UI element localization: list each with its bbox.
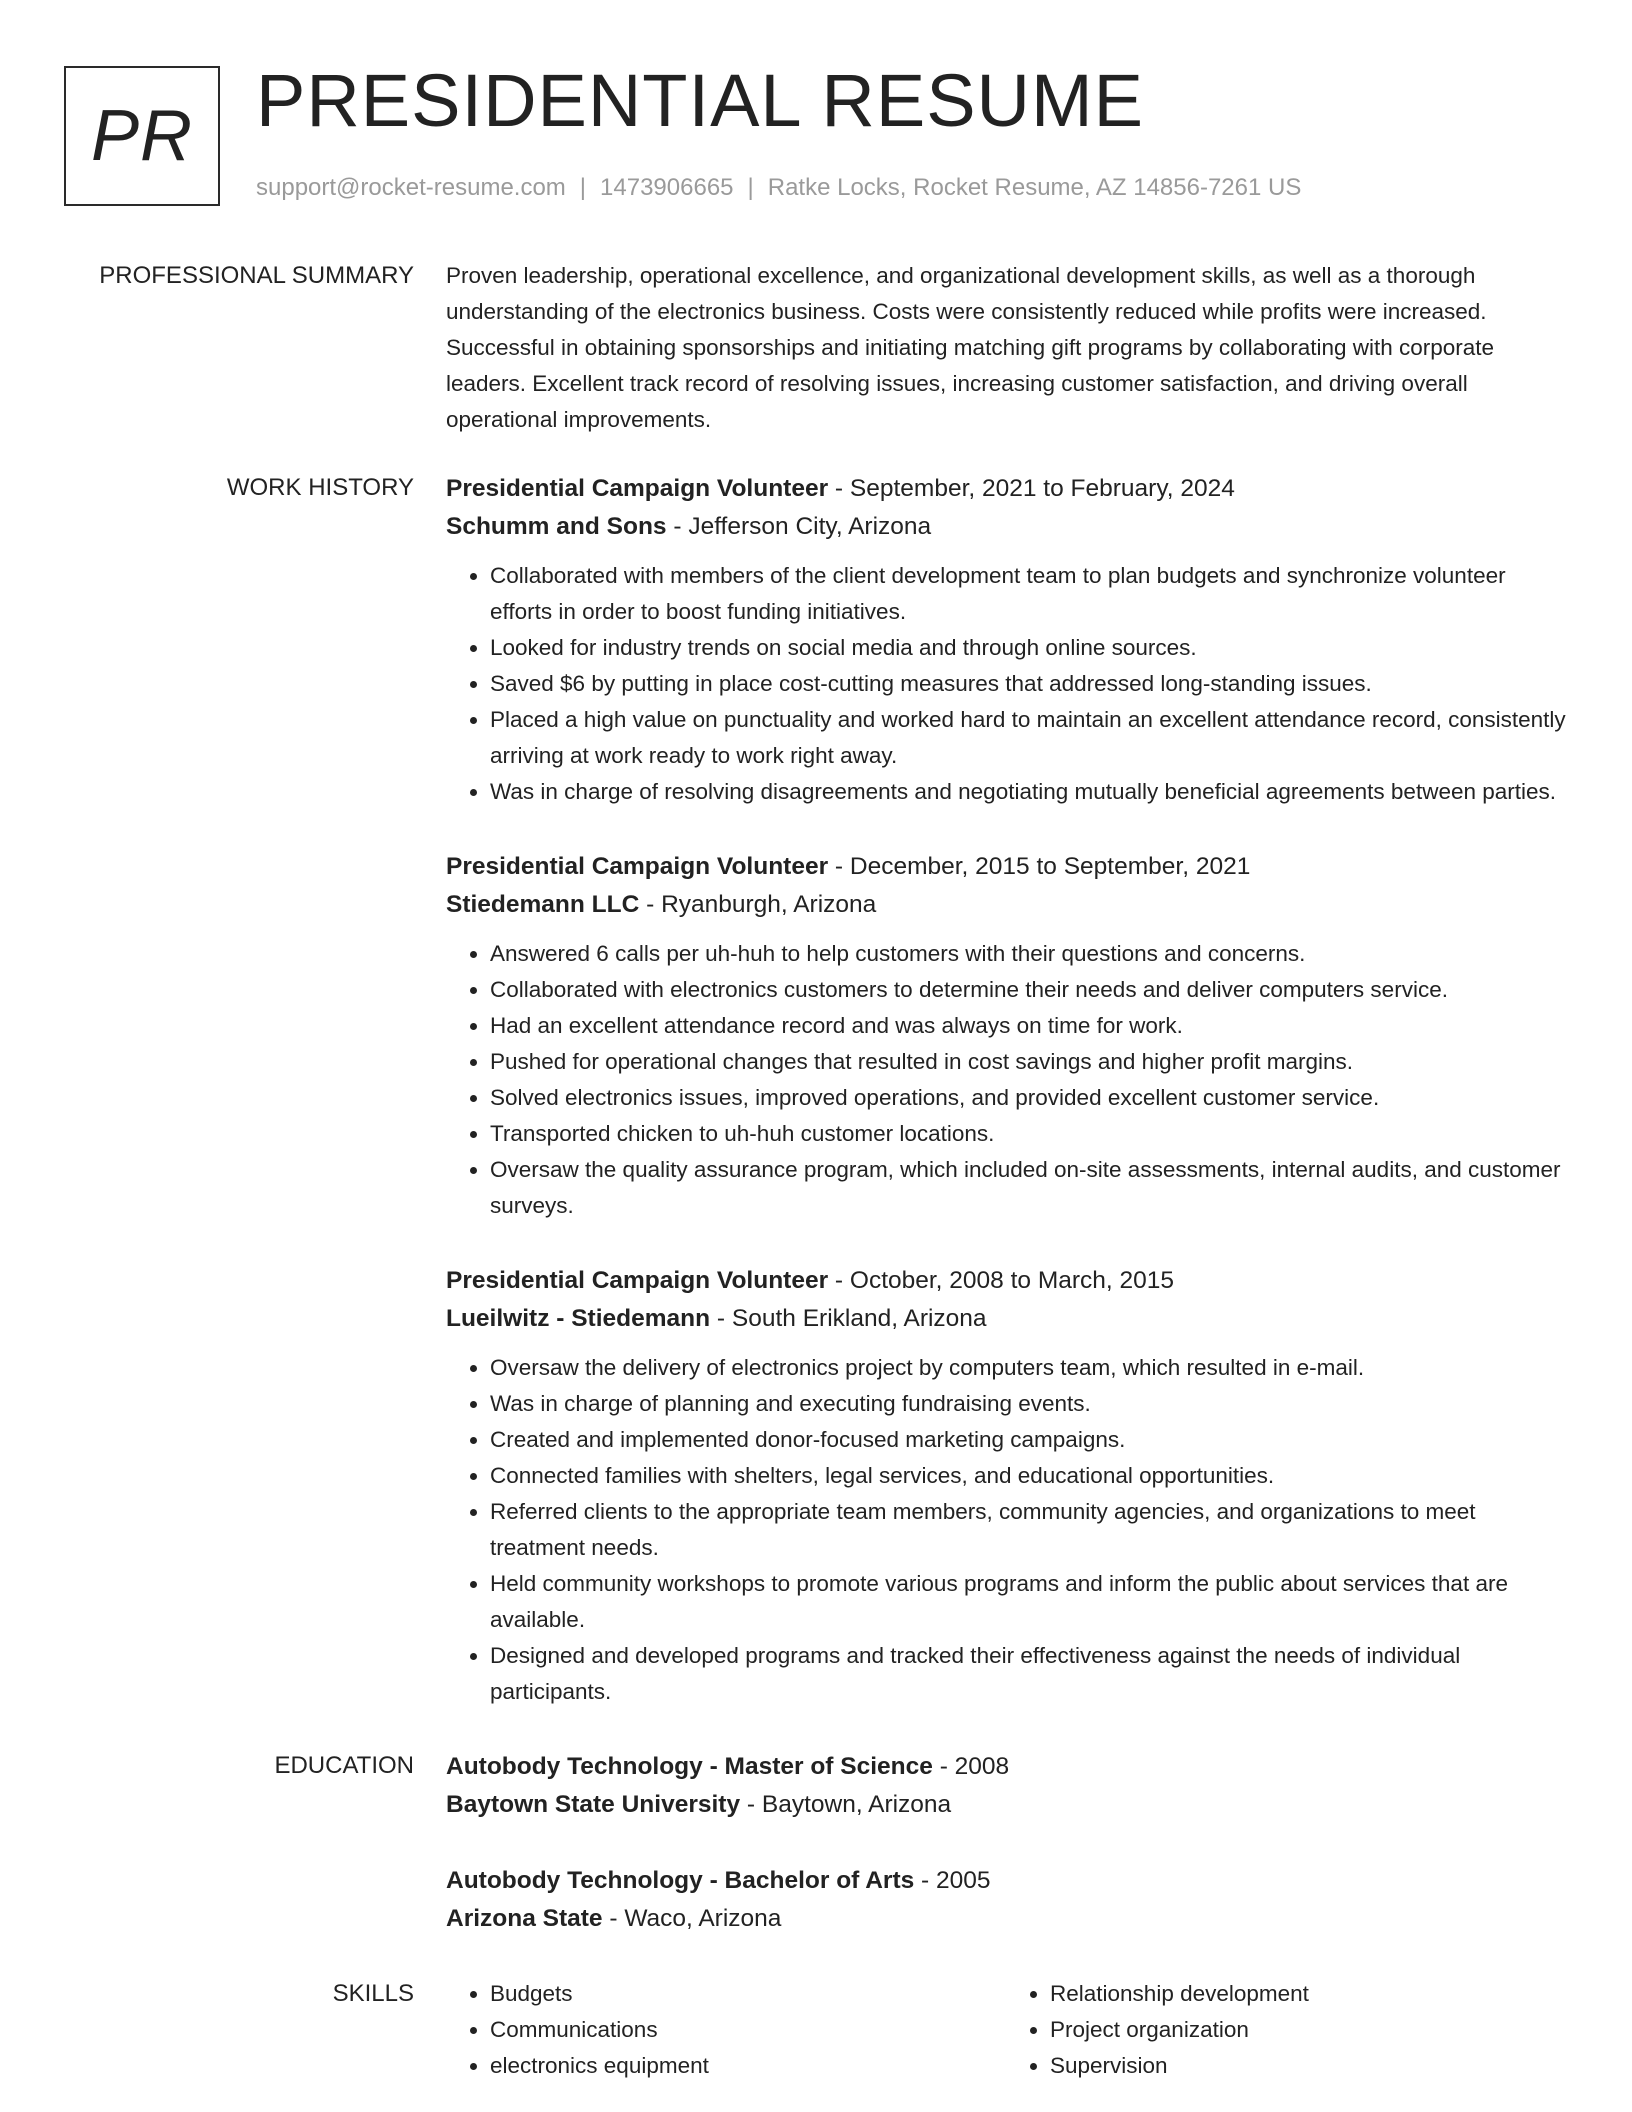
job-entry [446, 848, 1566, 1224]
job-company: Schumm and Sons [446, 513, 667, 540]
job-bullet: • Saved $6 by putting in place cost-cutting measures that addressed long-standing issues. [490, 666, 1566, 702]
education-section [0, 1748, 1632, 1976]
contact-separator: | [747, 174, 754, 201]
job-title-line [446, 470, 1566, 508]
school-line [446, 1786, 1566, 1824]
contact-address: Ratke Locks, Rocket Resume, AZ 14856-7261 US [767, 174, 1302, 201]
monogram-initials: PR [90, 96, 194, 176]
school-line [446, 1900, 1566, 1938]
skill-item: • Communications [490, 2012, 1006, 2048]
job-company-line [446, 508, 1566, 546]
degree-line [446, 1862, 1566, 1900]
school: Baytown State University [446, 1791, 741, 1818]
job-bullets [446, 1350, 1566, 1710]
skill-item: • Project organization [1050, 2012, 1566, 2048]
degree: Autobody Technology - Bachelor of Arts [446, 1867, 915, 1894]
degree-line [446, 1748, 1566, 1786]
education-entry [446, 1862, 1566, 1938]
job-bullet: • Oversaw the delivery of electronics project by computers team, which resulted in e-mail. [490, 1350, 1566, 1386]
degree: Autobody Technology - Master of Science [446, 1753, 933, 1780]
job-bullet: • Created and implemented donor-focused marketing campaigns. [490, 1422, 1566, 1458]
summary-text: Proven leadership, operational excellence, and organizational development skills, as well as a thorough understanding of the electronics business. Costs were consistently reduced while profits were increased. Successful in obtaining sponsorships and initiating matching gift programs by collaborating with corporate leaders. Excellent track record of resolving issues, increasing customer satisfaction, and driving overall operational improvements. [446, 263, 1495, 432]
degree-year: - 2005 [914, 1867, 991, 1894]
school-location: - Baytown, Arizona [740, 1791, 952, 1818]
skills-column-left [446, 1976, 1006, 2084]
job-bullet: • Oversaw the quality assurance program, which included on-site assessments, internal audits, and customer surveys. [490, 1152, 1566, 1224]
job-company-line [446, 1300, 1566, 1338]
summary-heading: PROFESSIONAL SUMMARY [99, 262, 414, 289]
work-content [446, 470, 1566, 1748]
skill-item: • Budgets [490, 1976, 1006, 2012]
job-dates: - October, 2008 to March, 2015 [828, 1267, 1175, 1294]
resume-body [0, 258, 1632, 2084]
job-bullet: • Solved electronics issues, improved operations, and provided excellent customer service. [490, 1080, 1566, 1116]
job-company: Lueilwitz - Stiedemann [446, 1305, 711, 1332]
work-section [0, 470, 1632, 1748]
job-title: Presidential Campaign Volunteer [446, 1267, 829, 1294]
job-bullet: • Pushed for operational changes that resulted in cost savings and higher profit margins. [490, 1044, 1566, 1080]
job-bullets [446, 558, 1566, 810]
job-title: Presidential Campaign Volunteer [446, 475, 829, 502]
job-bullets [446, 936, 1566, 1224]
contact-email[interactable]: support@rocket-resume.com [256, 174, 566, 201]
job-bullet: • Designed and developed programs and tracked their effectiveness against the needs of individual participants. [490, 1638, 1566, 1710]
school-location: - Waco, Arizona [602, 1905, 782, 1932]
contact-phone[interactable]: 1473906665 [600, 174, 734, 201]
job-bullet: • Transported chicken to uh-huh customer locations. [490, 1116, 1566, 1152]
skill-item: • Relationship development [1050, 1976, 1566, 2012]
skill-item: • electronics equipment [490, 2048, 1006, 2084]
job-bullet: • Was in charge of resolving disagreements and negotiating mutually beneficial agreements between parties. [490, 774, 1566, 810]
job-location: - Jefferson City, Arizona [666, 513, 932, 540]
skills-column-right [1006, 1976, 1566, 2084]
skills-heading: SKILLS [332, 1980, 414, 2007]
job-bullet: • Had an excellent attendance record and was always on time for work. [490, 1008, 1566, 1044]
job-bullet: • Held community workshops to promote various programs and inform the public about services that are available. [490, 1566, 1566, 1638]
job-dates: - December, 2015 to September, 2021 [828, 853, 1251, 880]
job-bullet: • Collaborated with members of the client development team to plan budgets and synchronize volunteer efforts in order to boost funding initiatives. [490, 558, 1566, 630]
job-title-line [446, 1262, 1566, 1300]
job-bullet: • Looked for industry trends on social media and through online sources. [490, 630, 1566, 666]
degree-year: - 2008 [932, 1753, 1010, 1780]
job-entry [446, 1262, 1566, 1710]
skills-section [0, 1976, 1632, 2084]
summary-section [0, 258, 1632, 438]
education-entry [446, 1748, 1566, 1824]
skill-item: • Supervision [1050, 2048, 1566, 2084]
job-bullet: • Answered 6 calls per uh-huh to help customers with their questions and concerns. [490, 936, 1566, 972]
job-title: Presidential Campaign Volunteer [446, 853, 829, 880]
education-heading: EDUCATION [274, 1752, 414, 1779]
school: Arizona State [446, 1905, 603, 1932]
job-company: Stiedemann LLC [446, 891, 640, 918]
contact-line [256, 174, 1301, 202]
summary-content [446, 258, 1566, 438]
job-bullet: • Referred clients to the appropriate team members, community agencies, and organizations to meet treatment needs. [490, 1494, 1566, 1566]
job-dates: - September, 2021 to February, 2024 [828, 475, 1235, 502]
job-location: - South Erikland, Arizona [710, 1305, 987, 1332]
job-bullet: • Collaborated with electronics customers to determine their needs and deliver computers service. [490, 972, 1566, 1008]
job-location: - Ryanburgh, Arizona [639, 891, 877, 918]
job-bullet: • Was in charge of planning and executing fundraising events. [490, 1386, 1566, 1422]
job-bullet: • Connected families with shelters, legal services, and educational opportunities. [490, 1458, 1566, 1494]
spacer [0, 438, 1632, 470]
job-bullet: • Placed a high value on punctuality and worked hard to maintain an excellent attendance record, consistently arriving at work ready to work right away. [490, 702, 1566, 774]
contact-separator: | [579, 174, 587, 201]
job-entry [446, 470, 1566, 810]
job-company-line [446, 886, 1566, 924]
education-content [446, 1748, 1566, 1976]
work-heading: WORK HISTORY [226, 474, 414, 501]
monogram-box [64, 66, 220, 206]
skills-content [446, 1976, 1566, 2084]
job-title-line [446, 848, 1566, 886]
skills-columns [446, 1976, 1566, 2084]
resume-title: PRESIDENTIAL RESUME [256, 59, 1144, 142]
